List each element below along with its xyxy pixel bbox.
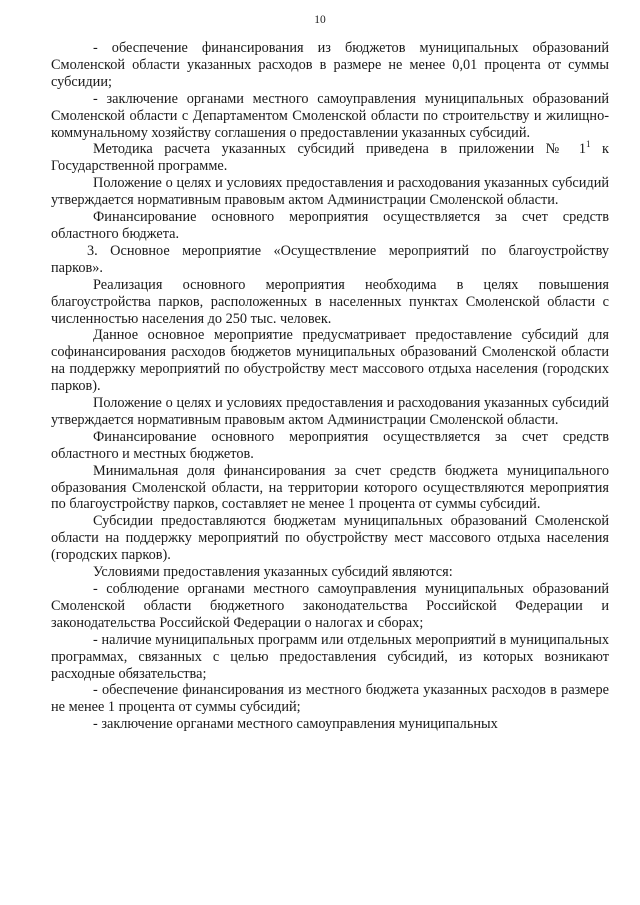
paragraph: Реализация основного мероприятия необходима в целях повышения благоустройства парков, расположенных в населенных пунктах Смоленской области с численностью населения до 250 тыс. человек. (51, 276, 609, 327)
paragraph: Субсидии предоставляются бюджетам муниципальных образований Смоленской области на поддержку мероприятий по обустройству мест массового отдыха населения (городских парков). (51, 513, 609, 564)
paragraph (51, 141, 609, 175)
page-number: 10 (314, 14, 326, 26)
paragraph: Положение о целях и условиях предоставления и расходования указанных субсидий утверждается нормативным правовым актом Администрации Смоленской области. (51, 395, 609, 428)
paragraph: - соблюдение органами местного самоуправления муниципальных образований Смоленской области бюджетного законодательства Российской Федерации и законодательства Российской Федерации о налогах и сборах; (51, 581, 609, 631)
paragraph: - заключение органами местного самоуправления муниципальных образований Смоленской области с Департаментом Смоленской области по строительству и жилищно-коммунальному хозяйству соглашения о предоставлении указанных субсидий. (51, 90, 609, 141)
paragraph: - обеспечение финансирования из бюджетов муниципальных образований Смоленской области указанных расходов в размере не менее 0,01 процента от суммы субсидии; (51, 40, 609, 90)
paragraph: Финансирование основного мероприятия осуществляется за счет средств областного и местных бюджетов. (51, 428, 609, 462)
paragraph: Минимальная доля финансирования за счет средств бюджета муниципального образования Смоленской области, на территории которого осуществляются мероприятия по благоустройству парков, составляет не менее 1 процента от суммы субсидий. (51, 462, 609, 513)
paragraph-text-tail: к Государственной программе. (51, 141, 609, 175)
paragraph: Положение о целях и условиях предоставления и расходования указанных субсидий утверждается нормативным правовым актом Администрации Смоленской области. (51, 175, 609, 209)
superscript: 1 (585, 139, 591, 150)
paragraph: - наличие муниципальных программ или отдельных мероприятий в муниципальных программах, связанных с целью предоставления субсидий, из которых возникают расходные обязательства; (51, 631, 609, 682)
paragraph-text: Методика расчета указанных субсидий приведена в приложении № 1 (93, 141, 586, 158)
paragraph: - обеспечение финансирования из местного бюджета указанных расходов в размере не менее 1 процента от суммы субсидий; (51, 682, 609, 716)
section-heading: 3. Основное мероприятие «Осуществление мероприятий по благоустройству парков». (51, 242, 609, 276)
paragraph: Данное основное мероприятие предусматривает предоставление субсидий для софинансирования расходов бюджетов муниципальных образований Смоленской области на поддержку мероприятий по обустройству мест массового отдыха населения (городских парков). (51, 327, 609, 395)
paragraph: - заключение органами местного самоуправления муниципальных (93, 716, 498, 733)
paragraph: Условиями предоставления указанных субсидий являются: (93, 564, 453, 581)
paragraph: Финансирование основного мероприятия осуществляется за счет средств областного бюджета. (51, 209, 609, 242)
document-body (51, 40, 609, 733)
